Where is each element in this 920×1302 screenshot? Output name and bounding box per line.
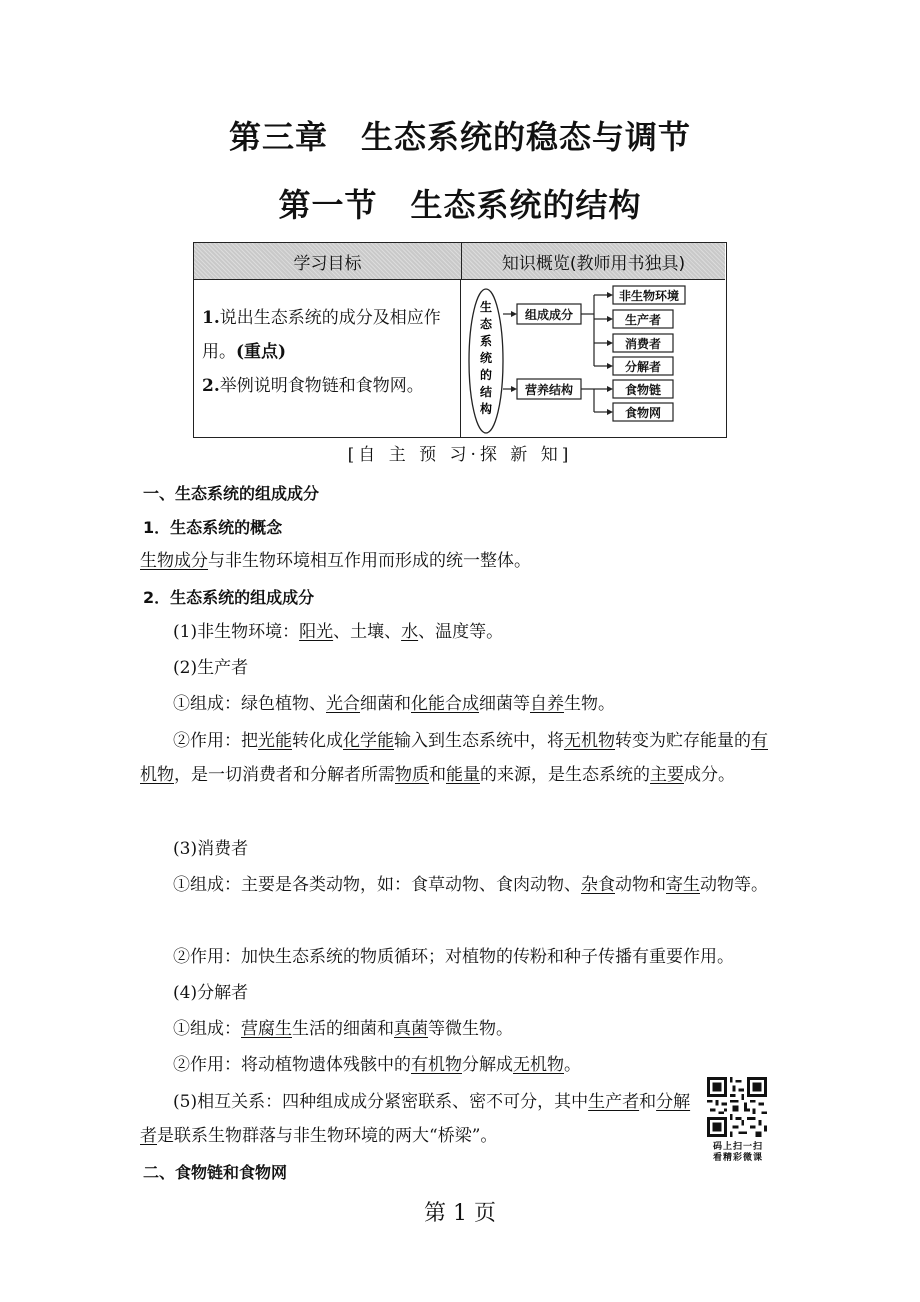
heading-components: 一、生态系统的组成成分: [143, 484, 320, 503]
diagram-leaf-consumer: 消费者: [624, 337, 662, 351]
paragraph-consumer-composition: ①组成：主要是各类动物，如：食草动物、食肉动物、杂食动物和寄生动物等。: [173, 875, 768, 895]
section-tagline: [自 主 预 习·探 新 知]: [347, 445, 573, 465]
diagram-leaf-decomposer: 分解者: [624, 360, 662, 374]
diagram-branch-composition: 组成成分: [524, 308, 574, 322]
chapter-title: 第三章 生态系统的稳态与调节: [228, 118, 691, 156]
learning-goals: [202, 301, 457, 403]
root-char: 构: [479, 402, 493, 416]
diagram-leaf-abiotic: 非生物环境: [618, 289, 680, 303]
page-number: 第 1 页: [424, 1201, 496, 1226]
paragraph-consumer-role: ②作用：加快生态系统的物质循环；对植物的传粉和种子传播有重要作用。: [173, 947, 734, 967]
root-char: 态: [479, 317, 493, 331]
table-header-overview: 知识概览(教师用书独具): [462, 243, 725, 280]
root-char: 生: [479, 300, 493, 314]
diagram-leaf-food-chain: 食物链: [624, 383, 662, 397]
overview-table: [193, 242, 727, 438]
qr-code-icon[interactable]: [707, 1077, 767, 1137]
root-char: 统: [479, 351, 493, 365]
paragraph-consumer-heading: (3)消费者: [173, 839, 249, 859]
subheading-components: 2．生态系统的组成成分: [143, 588, 315, 607]
paragraph-relationship: (5)相互关系：四种组成成分紧密联系、密不可分，其中生产者和分解者是联系生物群落与非生物环境的两大“桥梁”。: [140, 1092, 691, 1146]
diagram-leaf-producer: 生产者: [624, 313, 662, 327]
qr-caption-scan: 码上扫一扫: [712, 1142, 763, 1152]
qr-caption-watch: 看精彩微课: [712, 1153, 763, 1163]
goal-2: 2.举例说明食物链和食物网。: [202, 376, 424, 396]
paragraph-concept: 生物成分与非生物环境相互作用而形成的统一整体。: [140, 551, 531, 571]
paragraph-producer-heading: (2)生产者: [173, 658, 249, 678]
root-char: 系: [479, 334, 493, 348]
section-title: 第一节 生态系统的结构: [278, 186, 642, 224]
paragraph-producer-composition: ①组成：绿色植物、光合细菌和化能合成细菌等自养生物。: [173, 694, 615, 714]
paragraph-decomposer-heading: (4)分解者: [173, 983, 249, 1003]
goal-1: 1.说出生态系统的成分及相应作用。(重点): [202, 308, 441, 362]
paragraph-producer-role: ②作用：把光能转化成化学能输入到生态系统中，将无机物转变为贮存能量的有机物，是一切消费者和分解者所需物质和能量的来源，是生态系统的主要成分。: [140, 731, 768, 785]
diagram-leaf-food-web: 食物网: [624, 406, 662, 420]
root-char: 结: [479, 385, 493, 399]
structure-diagram: [461, 281, 725, 437]
diagram-root-text: [479, 299, 493, 416]
table-header-goals: 学习目标: [194, 243, 462, 280]
heading-food-chain: 二、食物链和食物网: [143, 1163, 288, 1182]
root-char: 的: [479, 368, 493, 382]
subheading-concept: 1．生态系统的概念: [143, 518, 283, 537]
paragraph-abiotic: (1)非生物环境：阳光、土壤、水、温度等。: [173, 622, 504, 642]
paragraph-decomposer-role: ②作用：将动植物遗体残骸中的有机物分解成无机物。: [173, 1055, 581, 1075]
paragraph-decomposer-composition: ①组成：营腐生生活的细菌和真菌等微生物。: [173, 1019, 513, 1039]
diagram-branch-trophic: 营养结构: [524, 383, 574, 397]
